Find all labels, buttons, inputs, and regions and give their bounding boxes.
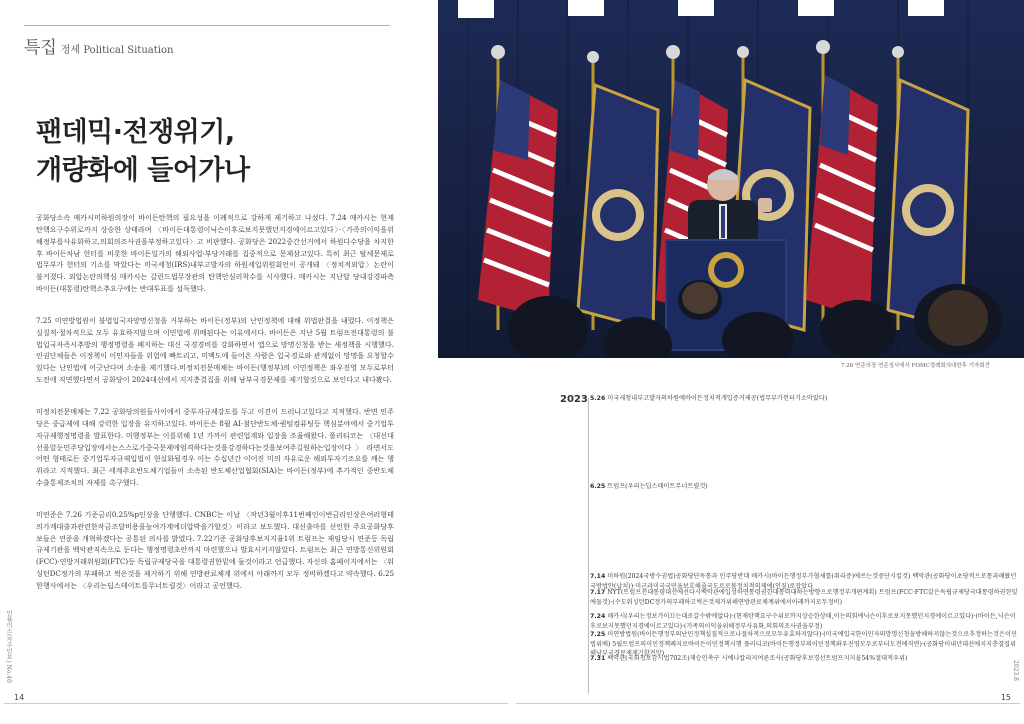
timeline-date: 7.31 [590, 655, 606, 662]
section-header [24, 33, 173, 58]
timeline-entry [590, 588, 1020, 607]
timeline-entry [590, 612, 1020, 631]
issue-date-label: 2023.8 [1012, 660, 1019, 681]
timeline-year: 2023 [560, 394, 588, 405]
timeline-text: NYT(트럼프전대통령대선에선다시백악관에입성하면통령권한대통력대하는방향으로행정부개편계획) 트럼프(FCC·FTC같은독립규제당국대통령하권한밑에둘것)·(수도워싱턴DC정가의부패하고썩은것제거위해연방관료체계위에서아래까지모두정비) [590, 589, 1018, 606]
timeline-axis [588, 398, 589, 694]
timeline-date: 5.26 [590, 395, 606, 402]
page-number-left: 14 [14, 693, 25, 702]
timeline-text: 매카시(우리는정보가이끄는대로갈수밖에없다)·(현재탄핵요구수위로까지상승한상태,이는의회에닉슨이후로보지못했던지경에이르고있다)·(바이든,닉슨이후로보지못했던지경에이르고있다)·(가족의이익을위해정부사유화,의회의조사권을부정) [590, 613, 1016, 630]
body-paragraph: 미정치전문매체는 7.22 공화당의원들사이에서 중투자규제강도를 두고 이견이 드러나고있다고 지적했다. 반면 민주당은 중급제에 대해 강력한 입장을 유지하고있다. 바이든은 8월 AI·첨단반도체·퀀텀컴퓨팅등 핵심분야에서 중기업투자규제행정명령을 발표한다. 미행정부는 이를위해 1년 가까이 관련업계와 입장을 조율해왔다. 폴리티코는 〈대선대선을앞둔민주당입장에서는스스로가중국문제에엄격하다는것을강경하다는것을보여주길원하는입장이다〉라면서도 어떤 형태로든 중기업투자규제입법이 현실화될경우 이는 수십년간 이어진 미의 자유로운 해외투자기조요를 깨는 행위라고 지적했다. 최근 세계주요반도체기업들이 소속된 반도체산업협회(SIA)는 바이든(정부)에 추가적인 중반도체수출통제조치의 자제를 촉구했다. [36, 406, 394, 488]
timeline-text: 미연방법원(바이든행정부의난민정책실질적으로나절차적으로모두유효하지않다)·(미국에입국한이민자의망명신청을방해하지않는것으로추정하는것은이민법위배) 5월트럼프의이민정책폐지로바이든이민정책시행 플러디코(바이든행정부의이민정책좌우진영모두로부터도전에직면)·(공화당이내년대선에지지층결집위해남부국경문제제기할전망) [590, 631, 1017, 657]
timeline-date: 7.14 [590, 573, 606, 580]
body-paragraph: 공화당소속 매카시미하원의장이 바이든탄핵의 필요성을 이례적으로 강하게 제기하고 나섰다. 7.24 매카시는 현재 탄핵요구수위로까지 상승한 상태라며 〈바이든대통령이닉슨이후로보지못했던지경에이르고있다〉·〈가족의이익을위해정부를사유화하고,의회의조사권을부정하고있다〉고 비판했다. 공화당은 2022중간선거에서 하원다수당을 차지한후 바이든차남 헌터를 비롯한 바이든일가의 해외사업·부당거래를 집중적으로 문제삼고있다. 특히 최근 탈세문제로 법무부가 헌터의 기소를 막았다는 미국세청(IRS)내부고발자의 하원세입위원회언이 공개돼 〈정치적외압〉논란이 불거졌다. 외압논란의핵심 매카시는 갈런드법무장관의 탄핵안심리착수를 시사했다. 매카시는 지난달 당내강경파측 바이든(대통령)탄핵소추요구에는 반대투표를 설득했다. [36, 213, 394, 294]
timeline-entry [590, 654, 1020, 664]
timeline-date: 7.24 [590, 613, 606, 620]
section-title: 특집 [24, 38, 57, 58]
timeline-date: 7.25 [590, 631, 606, 638]
magazine-issue-label: 민플러스(자주민보) No.40 [5, 610, 12, 683]
footer-rule [516, 703, 1020, 704]
body-paragraph: 미연준은 7.26 기준금리0.25%p인상을 단행했다. CNBC는 이날 〈작년3월이후11번째인이번금리인상은여러형태의가계대출과관련한작금조달비용을높여가계에더압박을가할것〉이라고 보도했다. 대선출마를 선언한 주요공화당후보들은 연준을 개혁하겠다는 공통된 의사를 밝였다. 7.22기준 공화당후보지지율1위 트럼프는 재임당시 연준등 독립규제기관을 백악관직속으로 둔다는 행정명령초안까지 마련했으나 발효시키지않았다. 트럼프는 최근 연방통신위원회(FCC)·연방거래위원회(FTC)등 독립규제당국을 대통령권한밑에 둘것이라고 언급했다. 자신의 홈페이지에서는 〈워싱턴DC정가의 부패하고 썩은것을 제거하기 위해 연방관료체계 위에서 아래까지 모두 정비하겠다고 약속했다. 6.25 한행사에서는 〈우리는딥스테이트를무너트릴것〉이라고 공언했다. [36, 509, 394, 590]
timeline-date: 6.25 [590, 483, 606, 490]
timeline-entry [590, 482, 1020, 492]
timeline-text: 트럼프(우리는딥스테이트무너트릴것) [607, 483, 708, 490]
timeline-text: 미하원(2024국방수권법)공화당단독통과 민주당반대 매카시(바이든행정부가혈세를(취리증)에쓰는것중단시킬것) 백악관(공화당이초당적으로통과해왔던국방법안(납치))·미군과미국국민을보호해줄국도로로볼정치적의제에(인질)로잡았다 [590, 573, 1017, 590]
timeline-date: 7.17 [590, 589, 606, 596]
headline-line-1: 팬데믹·전쟁위기, [36, 117, 235, 148]
section-subtitle: 정세 Political Situation [60, 45, 174, 56]
section-divider [24, 25, 390, 26]
right-page [512, 0, 1024, 724]
timeline-entry [590, 394, 1020, 404]
article-body [36, 212, 394, 612]
footer-rule [4, 703, 508, 704]
headline-line-2: 개량화에 들어가나 [36, 155, 250, 186]
timeline-text: 미국세청내부고발자의하원에바이든정치적개입증거제공(법무부가헌터기소막았다) [607, 395, 828, 402]
timeline [512, 390, 1024, 700]
timeline-text: 백악관(국회청보감시법702조)재승인촉구 시에나칼리지여론조사(공화당후보경선트럼프지지율54%절대적우위) [607, 655, 908, 662]
photo-caption: 7.26 연준의장 연준청사에서 FOMC정례회의대한후 기자회견 [841, 363, 990, 369]
article-headline [36, 114, 250, 190]
body-paragraph: 7.25 미연방법원이 불법입국자망명신청을 거부하는 바이든(정부)의 난민정책에 대해 위법판결을 내렸다. 이정책은 실질적·절차적으로 모두 유효하지않으며 이민법에 위배된다는 이유에서다. 바이든은 지난 5월 트럼프전대통령의 불법입국자즉시추방의 행정명령을 폐지하는 대신 국경경비를 강화하면서 앱으로 망명신청을 받는 새정책을 시행했다. 인권단체들은 이정책이 이민자들을 위험에 빠트리고, 미멕도에 들어온 사람은 입국경로와 관계없이 망명을 요청할수있다는 난민법에 어긋난다며 소송을 제기했다.비정치전문매체는 바이든(행정부)의 이민정책은 좌우진영 모두로부터 도전에 직면했다면서 공화당이 2024대선에서 지지층결집을 위해 남부국경문제를 제기할것으로 보인다고 내다봤다. [36, 315, 394, 385]
page-number-right: 15 [1000, 693, 1011, 702]
